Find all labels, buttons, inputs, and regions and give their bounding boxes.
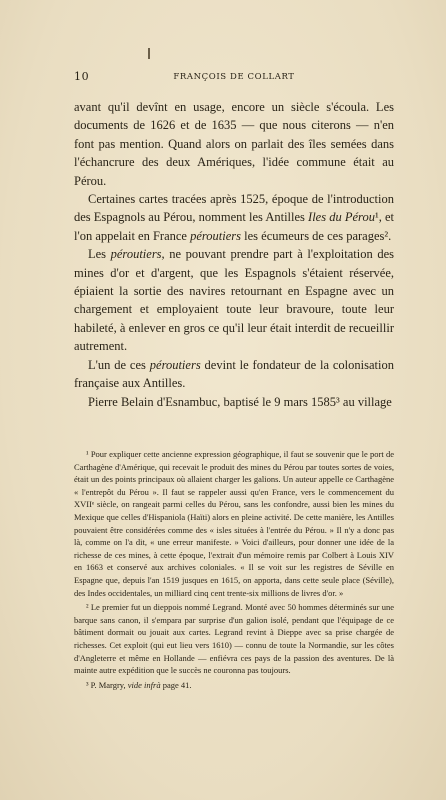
page-mark bbox=[148, 48, 150, 59]
footnote-2: ² Le premier fut un dieppois nommé Legrand. Monté avec 50 hommes déterminés sur une barque sans canon, il s'empara par surprise d'un galion isolé, pendant que l'équipage de ce bâtiment dormait ou jouait aux cartes. Legrand revint à Dieppe avec sa prise chargée de richesses. Cet exploit (qui eut lieu vers 1610) — connu de toute la Normandie, sur les côtes d'Angleterre et même en Hollande — enfiévra ces pays de la passion des aventures. De là mainte autre expédition que le succès ne couronna pas toujours. bbox=[74, 602, 394, 676]
page-header bbox=[74, 70, 394, 84]
paragraph-5: Pierre Belain d'Esnambuc, baptisé le 9 mars 1585³ au village bbox=[88, 394, 392, 409]
footnote-1: ¹ Pour expliquer cette ancienne expression géographique, il faut se souvenir que le port de Carthagène d'Amérique, qui recevait le produit des mines du Pérou par toutes sortes de voies, était un des points principaux où allaient charger les galions. Un auteur appelle ce Carthagène « l'entrepôt du Pérou ». Il faut se rappeler aussi qu'en France, vers le commencement du XVIIᵉ siècle, on rangeait parmi celles du Pérou, sans les confondre, aussi bien les mines du Mexique que celles d'Hispaniola (Haïti) alors en pleine activité. De cette manière, les Antilles pouvaient être considérées comme des « isles situées à l'entrée du Pérou. » Il n'y a donc pas là, comme on l'a dit, « une erreur manifeste. » Voici d'ailleurs, pour donner une idée de la richesse de ces mines, à cette époque, l'extrait d'un mémoire remis par Colbert à Louis XIV en 1663 et conservé aux archives coloniales. « Il se voit sur les registres de Séville en Espagne que, depuis l'an 1519 jusques en 1615, on apporta, dans cette seule place (Séville), des Indes occidentales, un milliard cinq cent trente-six millions de livres d'or. » bbox=[74, 449, 394, 598]
page-number: 10 bbox=[74, 70, 90, 83]
main-text bbox=[74, 98, 394, 411]
running-head: FRANÇOIS DE COLLART bbox=[173, 72, 295, 82]
footnote-3: ³ P. Margry, vide infrà page 41. bbox=[86, 679, 192, 690]
footnotes bbox=[74, 448, 394, 693]
paragraph-4: L'un de ces péroutiers devint le fondateur de la colonisation française aux Antilles. bbox=[74, 357, 394, 391]
paragraph-3: Les péroutiers, ne pouvant prendre part à l'exploitation des mines d'or et d'argent, que les Espagnols s'étaient réservée, épiaient la sortie des navires retournant en Espagne avec un chargement et employaient toute leur bravoure, toute leur habileté, à enlever en gros ce qu'il leur était interdit de recueillir autrement. bbox=[74, 247, 394, 354]
paragraph-2: Certaines cartes tracées après 1525, époque de l'introduction des Espagnols au Pérou, nomment les Antilles Iles du Pérou¹, et l'on appelait en France péroutiers les écumeurs de ces parages². bbox=[74, 192, 394, 243]
paragraph-1: avant qu'il devînt en usage, encore un siècle s'écoula. Les documents de 1626 et de 1635 — que nous citerons — n'en font pas mention. Quand alors on parlait des îles semées dans l'échancrure des deux Amériques, l'idée commune était au Pérou. bbox=[74, 100, 394, 188]
